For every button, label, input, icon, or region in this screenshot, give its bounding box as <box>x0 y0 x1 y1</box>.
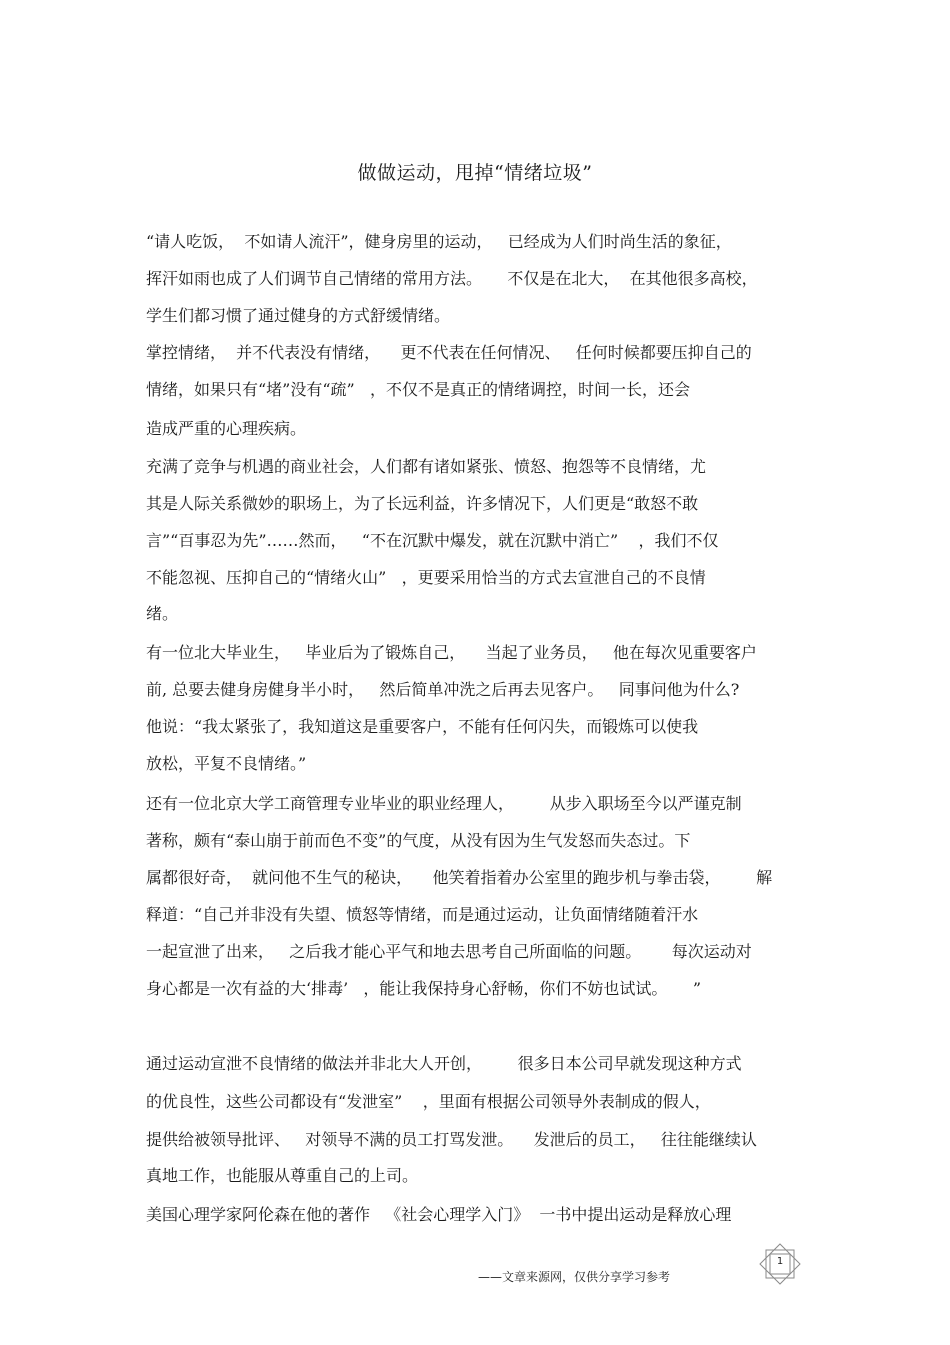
body-line: 真地工作，也能服从尊重自己的上司。 <box>146 1166 419 1185</box>
body-line: 挥汗如雨也成了人们调节自己情绪的常用方法。 不仅是在北大， 在其他很多高校， <box>146 269 758 288</box>
body-line: 不能忽视、压抑自己的“情绪火山” ，更要采用恰当的方式去宣泄自己的不良情 <box>146 568 706 587</box>
body-line: 著称，颇有“泰山崩于前而色不变”的气度，从没有因为生气发怒而失态过。下 <box>146 831 691 850</box>
body-line: 通过运动宣泄不良情绪的做法并非北大人开创， 很多日本公司早就发现这种方式 <box>146 1054 742 1073</box>
footer-source-note: ——文章来源网，仅供分享学习参考 <box>478 1270 671 1284</box>
body-line: 释道：“自己并非没有失望、愤怒等情绪，而是通过运动，让负面情绪随着汗水 <box>146 905 699 924</box>
body-line: 身心都是一次有益的大‘排毒’ ，能让我保持身心舒畅，你们不妨也试试。 ” <box>146 979 702 998</box>
body-line: 放松，平复不良情绪。” <box>146 754 307 773</box>
body-line: “请人吃饭， 不如请人流汗”，健身房里的运动， 已经成为人们时尚生活的象征， <box>146 232 732 251</box>
body-line: 前, 总要去健身房健身半小时， 然后简单冲洗之后再去见客户。 同事问他为什么? <box>146 680 740 699</box>
body-line: 其是人际关系微妙的职场上，为了长远利益，许多情况下，人们更是“敢怒不敢 <box>146 494 699 513</box>
body-line: 有一位北大毕业生， 毕业后为了锻炼自己， 当起了业务员， 他在每次见重要客户 <box>146 643 757 662</box>
body-line: 提供给被领导批评、 对领导不满的员工打骂发泄。 发泄后的员工， 往往能继续认 <box>146 1130 757 1149</box>
page-number: 1 <box>776 1256 784 1267</box>
body-line: 学生们都习惯了通过健身的方式舒缓情绪。 <box>146 306 451 325</box>
body-line: 充满了竞争与机遇的商业社会，人们都有诸如紧张、愤怒、抱怨等不良情绪，尤 <box>146 457 707 476</box>
document-title: 做做运动，甩掉“情绪垃圾” <box>357 162 593 184</box>
body-line: 还有一位北京大学工商管理专业毕业的职业经理人， 从步入职场至今以严谨克制 <box>146 794 742 813</box>
body-line: 言”“百事忍为先”……然而， “不在沉默中爆发，就在沉默中消亡” ，我们不仅 <box>146 531 719 550</box>
body-line: 一起宣泄了出来， 之后我才能心平气和地去思考自己所面临的问题。 每次运动对 <box>146 942 752 961</box>
body-line: 的优良性，这些公司都设有“发泄室” ，里面有根据公司领导外表制成的假人， <box>146 1092 711 1111</box>
body-line: 属都很好奇， 就问他不生气的秘诀， 他笑着指着办公室里的跑步机与拳击袋， 解 <box>146 868 773 887</box>
body-line: 情绪，如果只有“堵”没有“疏” ，不仅不是真正的情绪调控，时间一长，还会 <box>146 380 690 399</box>
body-line: 掌控情绪， 并不代表没有情绪， 更不代表在任何情况、 任何时候都要压抑自己的 <box>146 343 752 362</box>
body-line: 绪。 <box>146 604 179 623</box>
page-number-badge <box>757 1243 803 1285</box>
body-line: 他说：“我太紧张了，我知道这是重要客户，不能有任何闪失，而锻炼可以使我 <box>146 717 699 736</box>
body-line: 美国心理学家阿伦森在他的著作 《社会心理学入门》 一书中提出运动是释放心理 <box>146 1205 732 1224</box>
body-line: 造成严重的心理疾病。 <box>146 419 307 438</box>
